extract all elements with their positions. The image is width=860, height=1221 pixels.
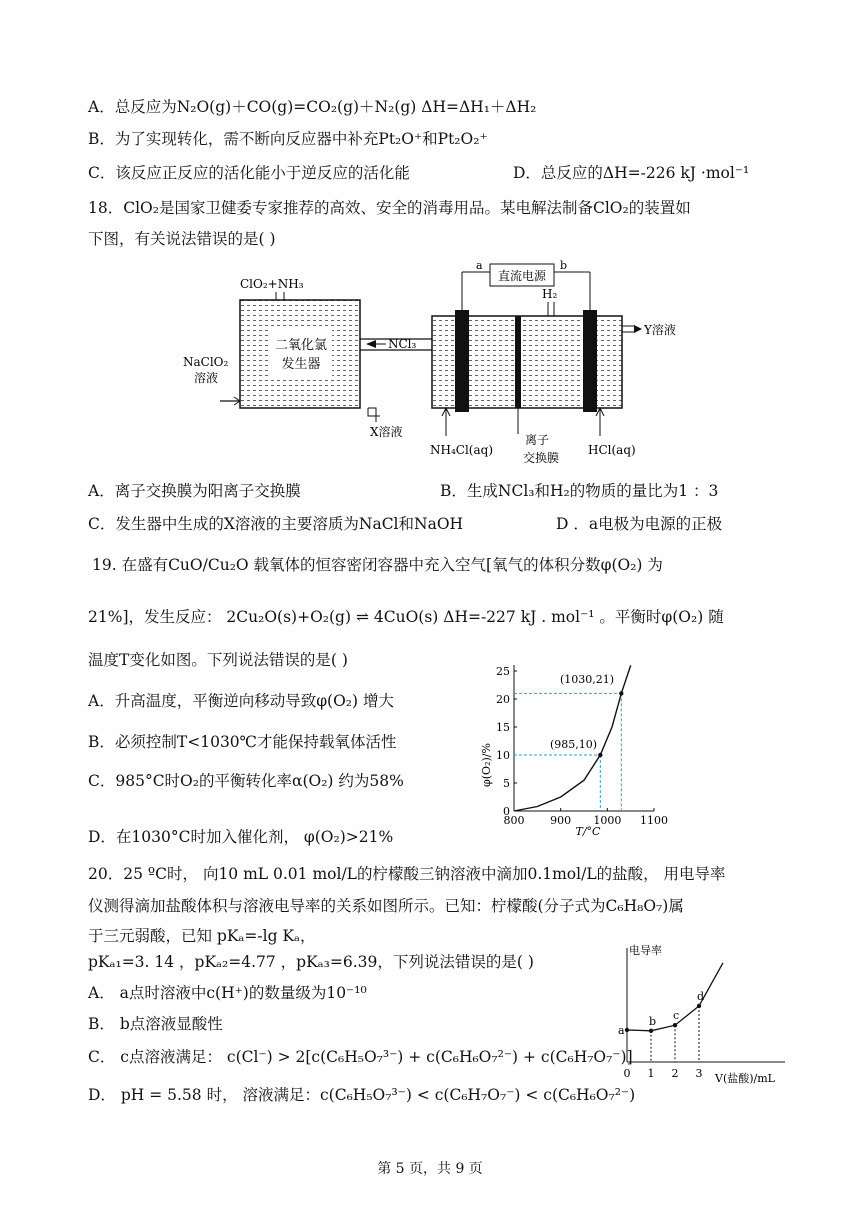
chart19-ytick-label: 25 <box>496 665 510 678</box>
membrane-label-2: 交换膜 <box>523 451 560 465</box>
chart19-xlabel: T/°C <box>575 825 601 838</box>
chart20-point-label: d <box>697 990 705 1003</box>
q18-option-b: B．生成NCl₃和H₂的物质的量比为1 ：3 <box>440 482 719 500</box>
q19-option-b: B．必须控制T<1030℃才能保持载氧体活性 <box>88 733 397 751</box>
chart19-ylabel: φ(O₂)/% <box>480 743 493 787</box>
chart19-point <box>619 691 623 695</box>
chart19-point <box>598 753 602 757</box>
ion-exchange-membrane <box>515 316 521 408</box>
q20-stem-line1: 20．25 ºC时， 向10 mL 0.01 mol/L的柠檬酸三钠溶液中滴加0.1mol/L的盐酸， 用电导率 <box>88 865 726 883</box>
q20-option-b: B． b点溶液显酸性 <box>88 1015 223 1033</box>
membrane-label-1: 离子 <box>525 433 550 447</box>
chart20-xtick-label: 1 <box>647 1067 655 1080</box>
naclo2-label: NaClO₂ <box>183 355 229 369</box>
y-solution-label: Y溶液 <box>644 323 676 337</box>
q18-option-c: C．发生器中生成的X溶液的主要溶质为NaCl和NaOH <box>88 515 464 533</box>
q17-option-c: C．该反应正反应的活化能小于逆反应的活化能 <box>88 164 410 182</box>
q20-stem-line4: pKₐ₁=3. 14 ，pKₐ₂=4.77 ，pKₐ₃=6.39，下列说法错误的是( ) <box>88 953 534 971</box>
naclo2-label-2: 溶液 <box>194 371 219 385</box>
hcl-label: HCl(aq) <box>588 443 636 457</box>
q20-option-a: A． a点时溶液中c(H⁺)的数量级为10⁻¹⁰ <box>88 984 367 1002</box>
terminal-b-label: b <box>560 259 568 272</box>
cathode-electrode <box>583 310 597 412</box>
ncl3-label: NCl₃ <box>388 337 417 351</box>
chart20-point-label: c <box>673 1009 680 1023</box>
chart19-ytick-label: 15 <box>496 721 510 734</box>
x-solution-label: X溶液 <box>370 425 403 439</box>
q19-stem-line2: 21%]，发生反应： 2Cu₂O(s)+O₂(g) ⇌ 4CuO(s) ΔH=-227 kJ . mol⁻¹ 。平衡时φ(O₂) 随 <box>88 608 724 626</box>
chart20-xtick-label: 3 <box>695 1067 703 1080</box>
chart19-xtick-label: 1000 <box>593 814 622 827</box>
oxygen-fraction-chart <box>478 655 678 838</box>
q20-option-d: D． pH = 5.58 时， 溶液满足：c(C₆H₅O₇³⁻) < c(C₆H₇O₇⁻) < c(C₆H₆O₇²⁻) <box>88 1086 636 1104</box>
chart20-point <box>625 1028 629 1032</box>
q17-option-b: B．为了实现转化，需不断向反应器中补充Pt₂O⁺和Pt₂O₂⁺ <box>88 130 488 148</box>
chart19-ytick-label: 0 <box>503 805 510 818</box>
q19-option-a: A．升高温度，平衡逆向移动导致φ(O₂) 增大 <box>88 692 394 710</box>
chart19-annotation-985: (985,10) <box>550 738 598 751</box>
anode-electrode <box>455 310 469 412</box>
chart20-xlabel: V(盐酸)/mL <box>715 1072 775 1085</box>
q18-stem-line2: 下图，有关说法错误的是( ) <box>88 230 276 248</box>
nh4cl-label: NH₄Cl(aq) <box>430 443 493 457</box>
q19-option-d: D．在1030°C时加入催化剂， φ(O₂)>21% <box>88 828 394 846</box>
q20-stem-line3: 于三元弱酸，已知 pKₐ=-lg Kₐ， <box>88 927 316 945</box>
chart19-xtick-label: 900 <box>550 814 572 827</box>
chart19-ytick-label: 20 <box>496 693 510 706</box>
q18-option-d: D ．a电极为电源的正极 <box>556 515 723 533</box>
electrolysis-apparatus-figure <box>180 258 700 473</box>
q18-option-a: A．离子交换膜为阳离子交换膜 <box>88 482 301 500</box>
q19-option-c: C．985°C时O₂的平衡转化率α(O₂) 约为58% <box>88 772 404 790</box>
q17-option-d: D．总反应的ΔH=-226 kJ ·mol⁻¹ <box>513 164 750 182</box>
q20-option-c: C． c点溶液满足： c(Cl⁻) > 2[c(C₆H₅O₇³⁻) + c(C₆H₆O₇²⁻) + c(C₆H₇O₇⁻)] <box>88 1048 633 1066</box>
terminal-a-label: a <box>476 259 483 272</box>
q19-stem-line1: 19. 在盛有CuO/Cu₂O 载氧体的恒容密闭容器中充入空气[氧气的体积分数φ(O₂) 为 <box>92 556 663 574</box>
conductivity-chart <box>605 940 795 1088</box>
q20-stem-line2: 仪测得滴加盐酸体积与溶液电导率的关系如图所示。已知：柠檬酸(分子式为C₆H₈O₇)属 <box>88 897 684 915</box>
page-footer: 第 5 页，共 9 页 <box>377 1161 483 1177</box>
generator-label-2: 发生器 <box>281 357 321 372</box>
h2-label: H₂ <box>542 287 558 301</box>
q17-option-a: A．总反应为N₂O(g)＋CO(g)=CO₂(g)＋N₂(g) ΔH=ΔH₁＋ΔH₂ <box>88 98 537 116</box>
clo2-nh3-label: ClO₂+NH₃ <box>240 277 304 291</box>
chart20-xtick-label: 2 <box>671 1067 679 1080</box>
chart20-point-label: b <box>649 1014 657 1028</box>
q18-stem-line1: 18．ClO₂是国家卫健委专家推荐的高效、安全的消毒用品。某电解法制备ClO₂的装置如 <box>88 199 691 217</box>
generator-label-1: 二氧化氯 <box>274 338 328 353</box>
power-label: 直流电源 <box>497 269 547 283</box>
q19-stem-line3: 温度T变化如图。下列说法错误的是( ) <box>88 651 348 669</box>
chart19-ytick-label: 5 <box>503 777 510 790</box>
chart20-ylabel: 电导率 <box>629 944 662 957</box>
chart19-annotation-1030: (1030,21) <box>560 673 615 686</box>
chart20-point-label: a <box>618 1024 625 1037</box>
chart19-xtick-label: 1100 <box>640 814 668 827</box>
chart19-ytick-label: 10 <box>496 749 510 762</box>
chart19-xtick-label: 800 <box>503 814 525 827</box>
chart20-xtick-label: 0 <box>623 1067 631 1080</box>
